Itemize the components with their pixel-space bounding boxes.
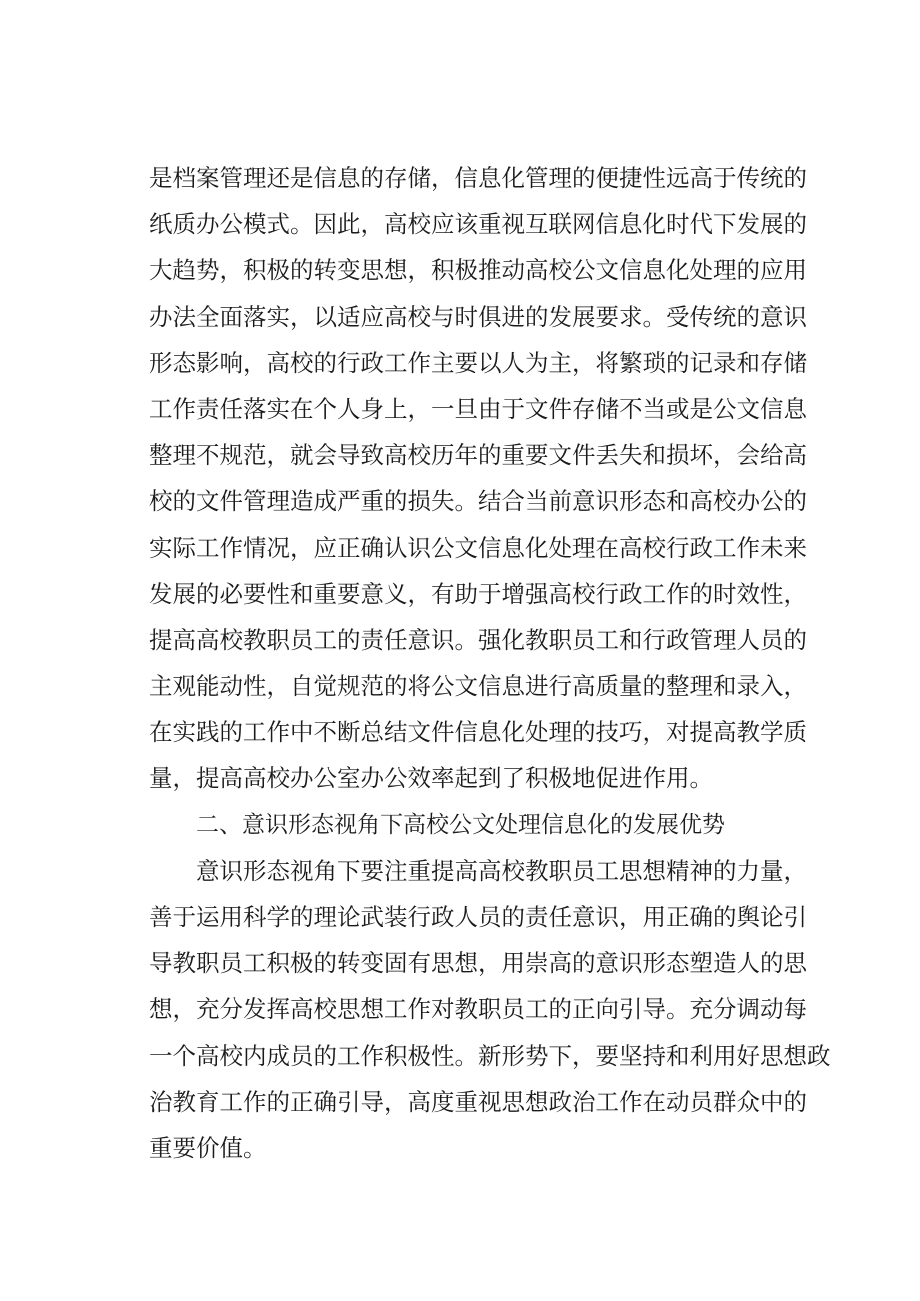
text-line: 办法全面落实，以适应高校与时俱进的发展要求。受传统的意识	[149, 302, 807, 331]
text-line: 重要价值。	[149, 1133, 267, 1162]
text-line: 治教育工作的正确引导，高度重视思想政治工作在动员群众中的	[149, 1087, 807, 1116]
text-line: 实际工作情况，应正确认识公文信息化处理在高校行政工作未来	[149, 533, 807, 562]
text-line: 主观能动性，自觉规范的将公文信息进行高质量的整理和录入，	[149, 672, 807, 701]
text-line: 量，提高高校办公室办公效率起到了积极地促进作用。	[149, 764, 713, 793]
text-line: 想，充分发挥高校思想工作对教职员工的正向引导。充分调动每	[149, 995, 807, 1024]
text-line: 整理不规范，就会导致高校历年的重要文件丢失和损坏，会给高	[149, 441, 807, 470]
text-line: 大趋势，积极的转变思想，积极推动高校公文信息化处理的应用	[149, 256, 807, 285]
text-line: 在实践的工作中不断总结文件信息化处理的技巧，对提高教学质	[149, 718, 807, 747]
text-line: 校的文件管理造成严重的损失。结合当前意识形态和高校办公的	[149, 487, 807, 516]
paragraph-2	[149, 848, 831, 1171]
text-line: 形态影响，高校的行政工作主要以人为主，将繁琐的记录和存储	[149, 348, 807, 377]
paragraph-1	[149, 155, 807, 802]
text-line: 提高高校教职员工的责任意识。强化教职员工和行政管理人员的	[149, 625, 807, 654]
text-line: 导教职员工积极的转变固有思想，用崇高的意识形态塑造人的思	[149, 949, 807, 978]
text-line: 意识形态视角下要注重提高高校教职员工思想精神的力量，	[196, 856, 807, 885]
text-line: 工作责任落实在个人身上，一旦由于文件存储不当或是公文信息	[149, 394, 807, 423]
text-line: 善于运用科学的理论武装行政人员的责任意识，用正确的舆论引	[149, 903, 807, 931]
text-line: 一个高校内成员的工作积极性。新形势下，要坚持和利用好思想政	[149, 1041, 831, 1070]
text-line: 发展的必要性和重要意义，有助于增强高校行政工作的时效性，	[149, 579, 807, 608]
section-heading: 二、意识形态视角下高校公文处理信息化的发展优势	[196, 811, 725, 838]
text-line: 纸质办公模式。因此，高校应该重视互联网信息化时代下发展的	[149, 210, 807, 239]
text-line: 是档案管理还是信息的存储，信息化管理的便捷性远高于传统的	[149, 164, 807, 192]
document-page	[149, 155, 831, 1171]
